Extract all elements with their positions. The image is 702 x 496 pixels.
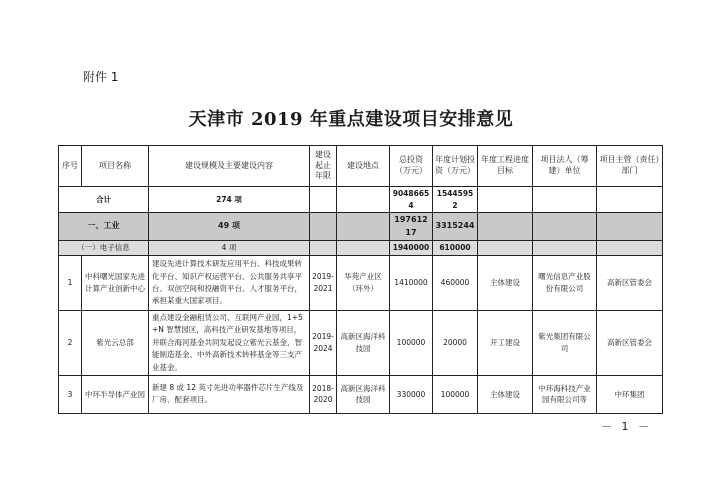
industry-row [59,213,663,241]
header-content: 建设规模及主要建设内容 [149,146,310,187]
row-dept: 高新区管委会 [597,256,663,311]
row-period: 2019-2021 [310,256,337,311]
header-dept: 项目主管（责任）部门 [597,146,663,187]
row-owner: 曙光信息产业股份有限公司 [533,256,597,311]
header-owner: 项目法人（筹建）单位 [533,146,597,187]
row-name: 中科曙光国家先进计算产业创新中心 [82,256,149,311]
row-location: 高新区海洋科技园 [337,311,390,376]
header-period: 建设起止年限 [310,146,337,187]
row-seq: 2 [59,311,82,376]
row-target: 主体建设 [478,375,533,413]
row-target: 主体建设 [478,256,533,311]
header-seq: 序号 [59,146,82,187]
header-target: 年度工程进度目标 [478,146,533,187]
row-content: 新建 8 或 12 英寸先进功率器件芯片生产线及厂房、配套项目。 [149,375,310,413]
industry-total: 19761217 [390,213,433,241]
document-title: 天津市 2019 年重点建设项目安排意见 [188,109,514,130]
table-row [59,311,663,376]
electronics-label: （一）电子信息 [59,241,149,256]
row-total: 1410000 [390,256,433,311]
row-name: 紫光云总部 [82,311,149,376]
header-name: 项目名称 [82,146,149,187]
industry-annual: 3315244 [433,213,478,241]
industry-label: 一、工业 [59,213,149,241]
row-annual: 100000 [433,375,478,413]
header-annual: 年度计划投资（万元） [433,146,478,187]
industry-count: 49 项 [149,213,310,241]
electronics-annual: 610000 [433,241,478,256]
row-location: 高新区海洋科技园 [337,375,390,413]
row-content: 建设先进计算技术研发应用平台、科技成果转化平台、知识产权运营平台、公共服务共享平台、双创空间和投融资平台、人才服务平台，承担某重大国家项目。 [149,256,310,311]
row-annual: 460000 [433,256,478,311]
row-content: 重点建设金融租赁公司、互联网产业园，1+5+N 智慧园区，高科技产业研发基地等项目，并联合海河基金共同发起设立紫光云基金，智能制造基金、中外高新技术转移基金等三支产业基金。 [149,311,310,376]
row-target: 开工建设 [478,311,533,376]
table-row [59,256,663,311]
page-number: － 1 － [601,420,652,433]
total-label: 合计 [59,187,149,213]
row-total: 330000 [390,375,433,413]
row-owner: 中环海科技产业园有限公司等 [533,375,597,413]
table-header-row [59,146,663,187]
row-name: 中环半导体产业园 [82,375,149,413]
total-annual: 15445952 [433,187,478,213]
row-location: 华苑产业区（环外） [337,256,390,311]
total-investment: 90486654 [390,187,433,213]
row-dept: 高新区管委会 [597,311,663,376]
electronics-row [59,241,663,256]
attachment-label: 附件 1 [83,70,119,84]
electronics-total: 1940000 [390,241,433,256]
total-count: 274 项 [149,187,310,213]
row-seq: 1 [59,256,82,311]
electronics-count: 4 项 [149,241,310,256]
row-owner: 紫光集团有限公司 [533,311,597,376]
row-period: 2019-2024 [310,311,337,376]
row-seq: 3 [59,375,82,413]
row-total: 100000 [390,311,433,376]
row-annual: 20000 [433,311,478,376]
total-row [59,187,663,213]
row-period: 2018-2020 [310,375,337,413]
header-location: 建设地点 [337,146,390,187]
table-row [59,375,663,413]
header-total: 总投资（万元） [390,146,433,187]
row-dept: 中环集团 [597,375,663,413]
project-table [58,145,663,414]
